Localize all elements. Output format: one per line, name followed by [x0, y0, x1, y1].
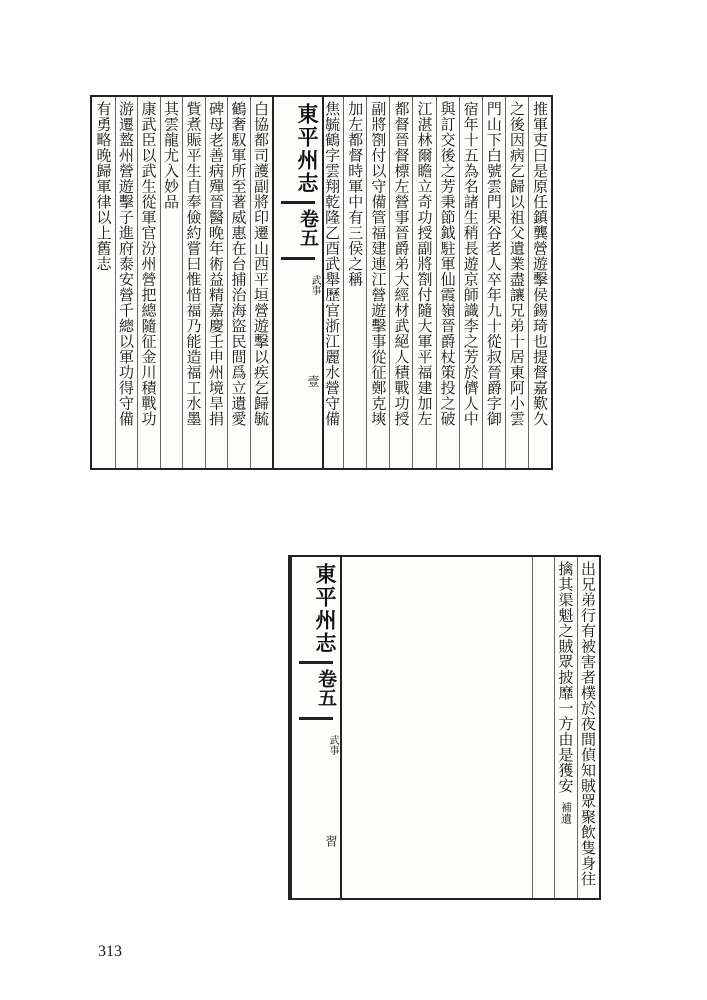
- text-column: 貲煮賑平生自奉儉約嘗曰惟惜福乃能造福工水墨: [182, 97, 205, 468]
- book-title: 東平州志: [295, 103, 320, 195]
- top-right-text-columns: [320, 97, 551, 468]
- center-fold-band: [272, 97, 324, 468]
- text-column: 加左都督時軍中有三侯之稱: [343, 97, 366, 468]
- text-column: 副將劄付以守備管福建連江營遊擊事從征鄭克塽: [366, 97, 389, 468]
- text-column: [509, 557, 532, 898]
- text-column: 其雲龍尤入妙品: [160, 97, 183, 468]
- text-column: 有勇略晚歸軍律以上舊志: [94, 101, 113, 272]
- text-column-body: 擒其渠魁之賊眾披靡一方由是獲安: [556, 561, 575, 794]
- text-column: 都督晉督標左營事晉爵弟大經材武絕人積戰功授: [389, 97, 412, 468]
- fish-tail-mark: [299, 717, 333, 720]
- text-column: 江湛林爾瞻立奇功授副將劄付隨大軍平福建加左: [412, 97, 435, 468]
- volume-label: 卷五: [297, 209, 319, 247]
- page-number: 313: [98, 943, 122, 960]
- text-column: 與訂交後之芳秉節鉞駐軍仙霞嶺晉爵杖策投之破: [436, 97, 459, 468]
- text-column: 康武臣以武生從軍官汾州營把總隨征金川積戰功: [137, 97, 160, 468]
- text-column: 碑母老善病殫晉醫晚年術益精嘉慶壬申州境旱捐: [205, 97, 228, 468]
- text-column: 出兄弟行有被害者樸於夜間偵知賊眾聚飲隻身往: [577, 557, 600, 898]
- fish-tail-mark: [281, 257, 315, 260]
- book-title: 東平州志: [313, 563, 338, 655]
- text-column: [532, 557, 555, 898]
- text-column: 推軍吏曰是原任鎮龔營遊擊侯錫琦也提督嘉歎久: [528, 97, 551, 468]
- text-column: 游遷盩州營遊擊子進府泰安營千總以軍功得守備: [115, 97, 138, 468]
- fish-tail-mark: [299, 661, 333, 664]
- section-note: 武事: [309, 275, 320, 295]
- volume-label: 卷五: [315, 669, 337, 707]
- section-note: 武事: [327, 735, 338, 755]
- bottom-text-columns: [509, 557, 599, 898]
- text-column: 宿年十五為名諸生稍長遊京師識李之芳於儕人中: [459, 97, 482, 468]
- text-column: 白協都司護副將印遷山西平垣營遊擊以疾乞歸毓: [250, 97, 273, 468]
- top-left-text-columns: [92, 97, 272, 468]
- text-column: 之後因病乞歸以祖父遺業盡讓兄弟十居東阿小雲: [505, 97, 528, 468]
- text-column: [554, 557, 577, 898]
- center-fold-band: [290, 557, 342, 898]
- top-page-panel: [90, 95, 553, 470]
- fish-tail-mark: [281, 201, 315, 204]
- text-column: 門山下白號雲門果谷老人卒年九十從叔晉爵字御: [482, 97, 505, 468]
- leaf-mark: 壹: [306, 375, 320, 387]
- supplement-annotation: 補遺: [559, 801, 573, 825]
- text-column: 鶴奢馭軍所至著威惠在台捕治海盜民間爲立遺愛: [227, 97, 250, 468]
- bottom-page-panel: [288, 555, 601, 900]
- leaf-mark: 習: [324, 835, 338, 847]
- text-column: 焦毓鶴字雲翔乾隆乙酉武舉歷官浙江麗水營守備: [323, 101, 342, 427]
